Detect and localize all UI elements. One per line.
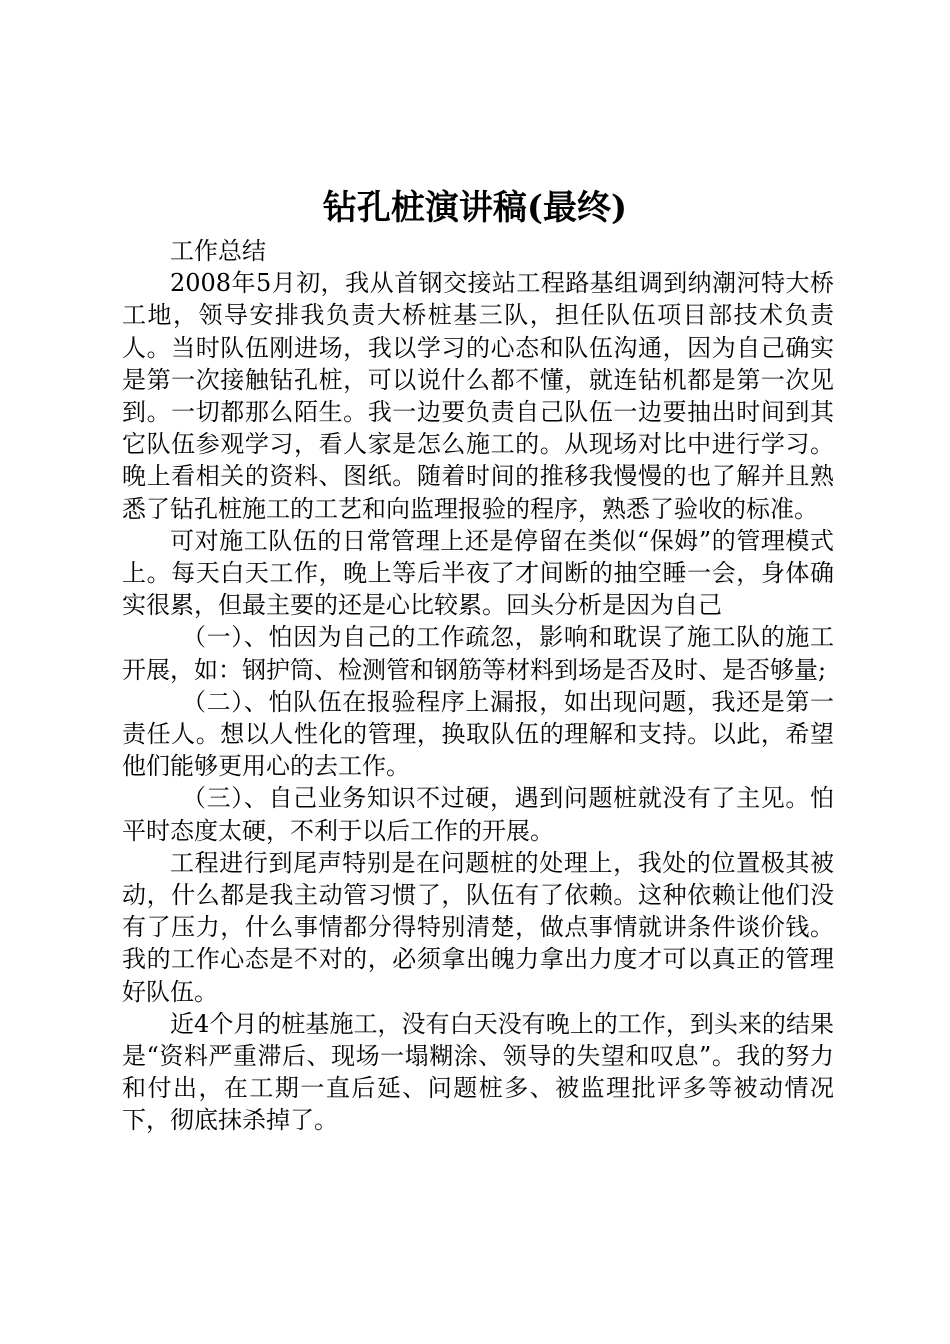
section-label-paragraph: 工作总结 xyxy=(170,237,266,265)
numbered-item-paragraph: （一）、怕因为自己的工作疏忽，影响和耽误了施工队的施工开展，如：钢护筒、检测管和钢筋等材料到场是否及时、是否够量; xyxy=(122,623,834,684)
body-paragraph: 工程进行到尾声特别是在问题桩的处理上，我处的位置极其被动，什么都是我主动管习惯了，队伍有了依赖。这种依赖让他们没有了压力，什么事情都分得特别清楚，做点事情就讲条件谈价钱。我的工作心态是不对的，必须拿出魄力拿出力度才可以真正的管理好队伍。 xyxy=(122,848,834,1006)
document-body xyxy=(122,235,834,1137)
body-paragraph: 2008年5月初，我从首钢交接站工程路基组调到纳潮河特大桥工地，领导安排我负责大桥桩基三队，担任队伍项目部技术负责人。当时队伍刚进场，我以学习的心态和队伍沟通，因为自己确实是第一次接触钻孔桩，可以说什么都不懂，就连钻机都是第一次见到。一切都那么陌生。我一边要负责自己队伍一边要抽出时间到其它队伍参观学习，看人家是怎么施工的。从现场对比中进行学习。晚上看相关的资料、图纸。随着时间的推移我慢慢的也了解并且熟悉了钻孔桩施工的工艺和向监理报验的程序，熟悉了验收的标准。 xyxy=(122,269,834,523)
numbered-item-paragraph: （二）、怕队伍在报验程序上漏报，如出现问题，我还是第一责任人。想以人性化的管理，换取队伍的理解和支持。以此，希望他们能够更用心的去工作。 xyxy=(122,687,834,781)
body-paragraph: 近4个月的桩基施工，没有白天没有晚上的工作，到头来的结果是“资料严重滞后、现场一塌糊涂、领导的失望和叹息”。我的努力和付出，在工期一直后延、问题桩多、被监理批评多等被动情况下，彻底抹杀掉了。 xyxy=(122,1009,834,1135)
numbered-item-paragraph: （三）、自己业务知识不过硬，遇到问题桩就没有了主见。怕平时态度太硬，不利于以后工作的开展。 xyxy=(122,784,834,845)
document-title: 钻孔桩演讲稿(最终) xyxy=(322,188,628,228)
body-paragraph: 可对施工队伍的日常管理上还是停留在类似“保姆”的管理模式上。每天白天工作，晚上等后半夜了才间断的抽空睡一会，身体确实很累，但最主要的还是心比较累。回头分析是因为自己 xyxy=(122,526,834,620)
